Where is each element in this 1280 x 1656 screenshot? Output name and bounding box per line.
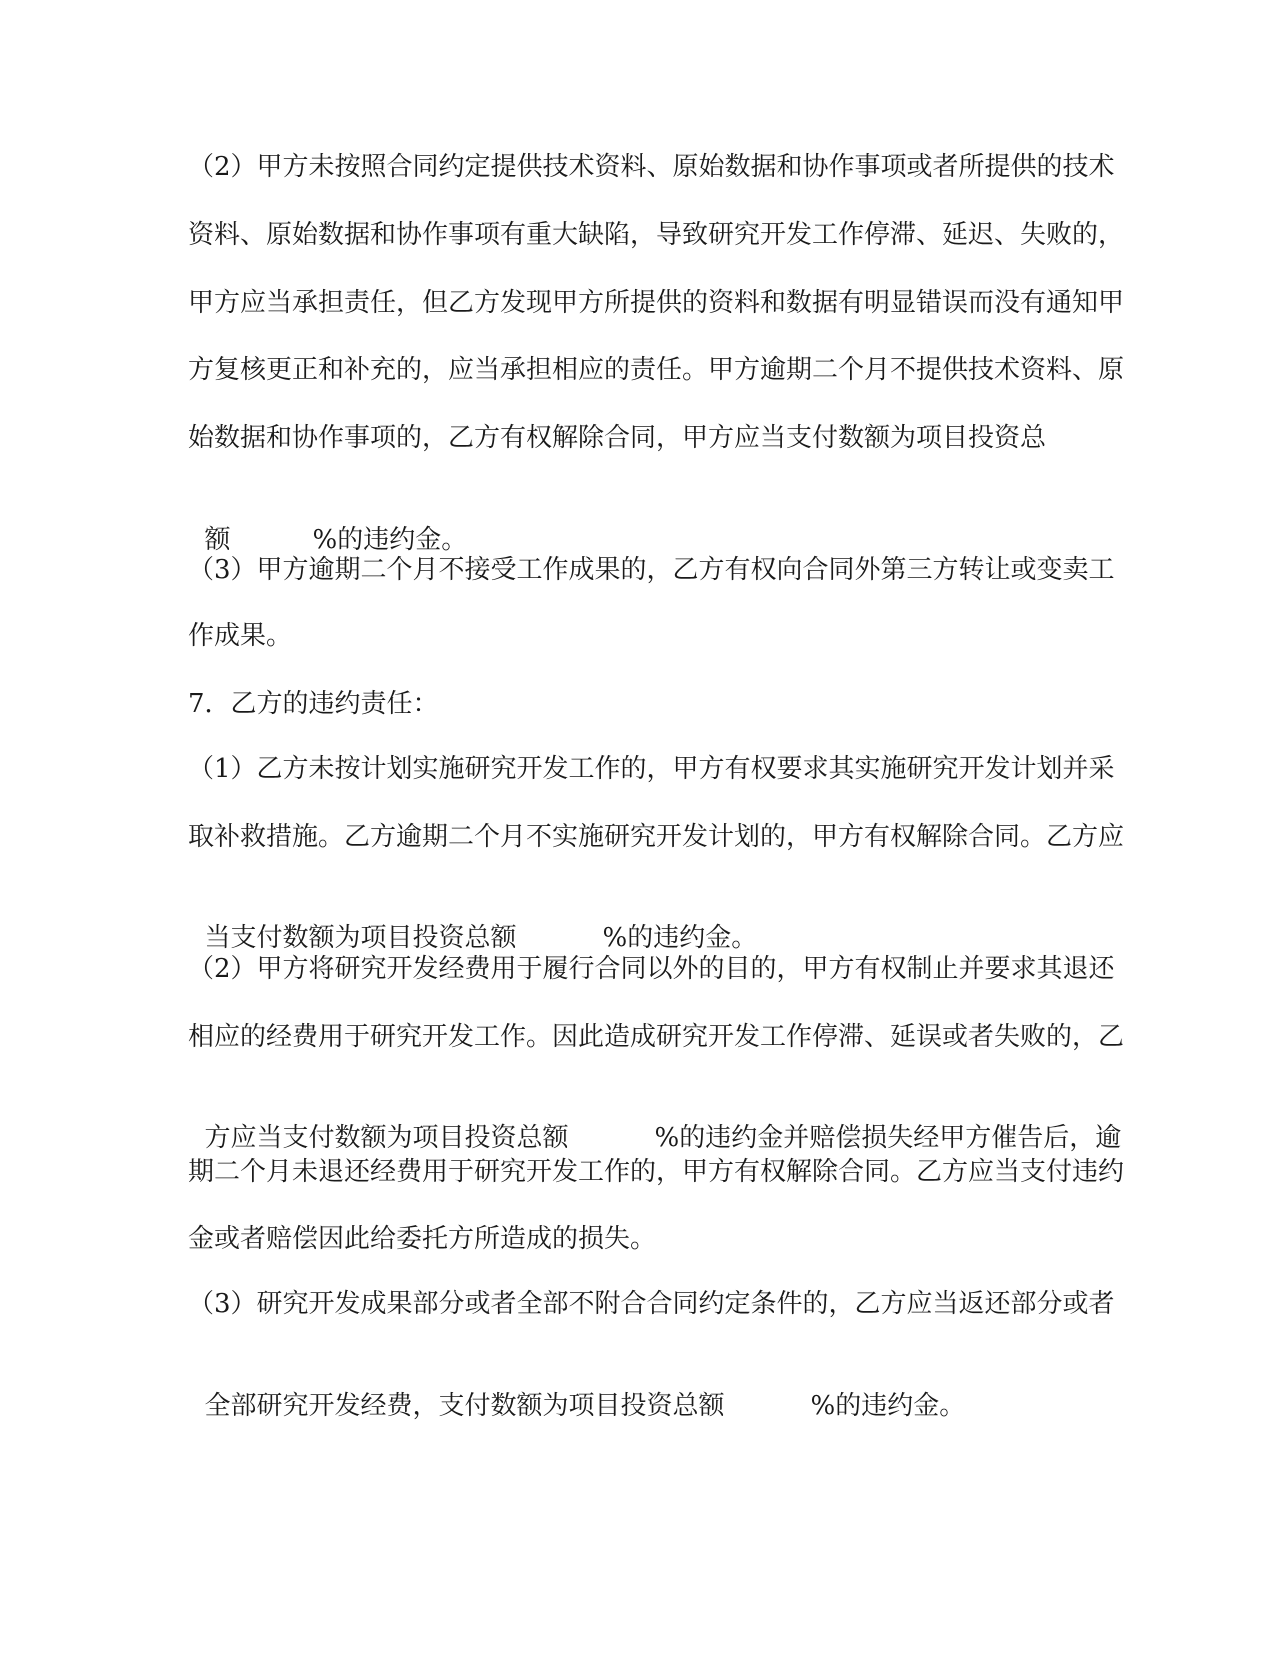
section-heading: 7．乙方的违约责任： [188,689,439,719]
text-line: （3）研究开发成果部分或者全部不附合合同约定条件的，乙方应当返还部分或者 [188,1289,1115,1319]
text-line-with-blank [188,887,758,953]
text-line-with-blank [188,489,468,555]
text-line: 相应的经费用于研究开发工作。因此造成研究开发工作停滞、延误或者失败的，乙 [188,1022,1125,1052]
text-line: 作成果。 [188,621,293,651]
text-line: 期二个月未退还经费用于研究开发工作的，甲方有权解除合同。乙方应当支付违约 [188,1157,1125,1187]
text-line: 方复核更正和补充的，应当承担相应的责任。甲方逾期二个月不提供技术资料、原 [188,355,1125,385]
text-segment: %的违约金。 [602,923,758,953]
text-line: 甲方应当承担责任，但乙方发现甲方所提供的资料和数据有明显错误而没有通知甲 [188,288,1125,318]
text-segment: 额 [204,525,231,555]
text-segment: %的违约金。 [312,525,468,555]
text-line: 始数据和协作事项的，乙方有权解除合同，甲方应当支付数额为项目投资总 [188,423,1047,453]
text-line-with-blank [188,1355,966,1421]
text-line: （2）甲方未按照合同约定提供技术资料、原始数据和协作事项或者所提供的技术 [188,152,1115,182]
text-line: 金或者赔偿因此给委托方所造成的损失。 [188,1224,657,1254]
text-line: 资料、原始数据和协作事项有重大缺陷，导致研究开发工作停滞、延迟、失败的， [188,220,1125,250]
text-segment: 当支付数额为项目投资总额 [204,923,517,953]
text-line: （1）乙方未按计划实施研究开发工作的，甲方有权要求其实施研究开发计划并采 [188,754,1115,784]
text-line: （2）甲方将研究开发经费用于履行合同以外的目的，甲方有权制止并要求其退还 [188,954,1115,984]
text-segment: %的违约金并赔偿损失经甲方催告后，逾 [654,1123,1122,1153]
text-segment: %的违约金。 [810,1391,966,1421]
text-segment: 全部研究开发经费，支付数额为项目投资总额 [204,1391,725,1421]
text-line: 取补救措施。乙方逾期二个月不实施研究开发计划的，甲方有权解除合同。乙方应 [188,822,1125,852]
text-line-with-blank [188,1087,1122,1153]
text-line: （3）甲方逾期二个月不接受工作成果的，乙方有权向合同外第三方转让或变卖工 [188,555,1115,585]
text-segment: 方应当支付数额为项目投资总额 [204,1123,569,1153]
